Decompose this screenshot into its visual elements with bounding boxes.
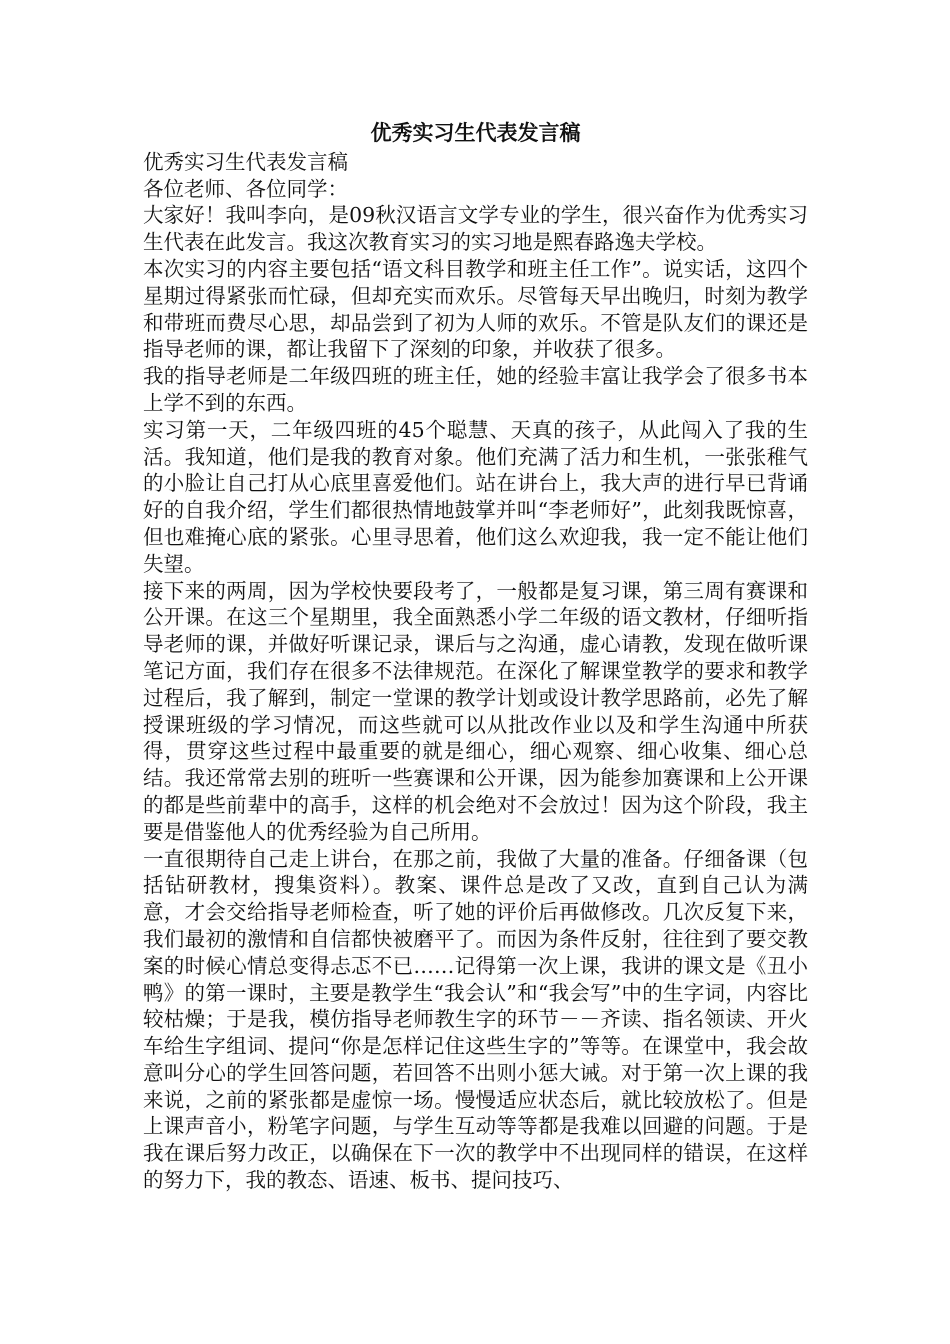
- paragraph-first-lesson: 一直很期待自己走上讲台，在那之前，我做了大量的准备。仔细备课（包括钻研教材，搜集资料）。教案、课件总是改了又改，直到自己认为满意，才会交给指导老师检查，听了她的评价后再做修改。几次反复下来，我们最初的激情和自信都快被磨平了。而因为条件反射，往往到了要交教案的时候心情总变得忐忑不已……记得第一次上课，我讲的课文是《丑小鸭》的第一课时，主要是教学生“我会认”和“我会写”中的生字词，内容比较枯燥；于是我，模仿指导老师教生字的环节－－齐读、指名领读、开火车给生字组词、提问“你是怎样记住这些生字的”等等。在课堂中，我会故意叫分心的学生回答问题，若回答不出则小惩大诫。对于第一次上课的我来说，之前的紧张都是虚惊一场。慢慢适应状态后，就比较放松了。但是上课声音小，粉笔字问题，与学生互动等等都是我难以回避的问题。于是我在课后努力改正，以确保在下一次的教学中不出现同样的错误，在这样的努力下，我的教态、语速、板书、提问技巧、: [143, 846, 808, 1193]
- paragraph-salutation: 各位老师、各位同学：: [143, 176, 348, 201]
- paragraph-first-day: 实习第一天，二年级四班的45个聪慧、天真的孩子，从此闯入了我的生活。我知道，他们是我的教育对象。他们充满了活力和生机，一张张稚气的小脸让自己打从心底里喜爱他们。站在讲台上，我大声的进行早已背诵好的自我介绍，学生们都很热情地鼓掌并叫“李老师好”，此刻我既惊喜，但也难掩心底的紧张。心里寻思着，他们这么欢迎我，我一定不能让他们失望。: [143, 417, 808, 576]
- paragraph-introduction: 大家好！我叫李向，是09秋汉语言文学专业的学生，很兴奋作为优秀实习生代表在此发言。我这次教育实习的实习地是熙春路逸夫学校。: [143, 203, 808, 255]
- paragraph-internship-content: 本次实习的内容主要包括“语文科目教学和班主任工作”。说实话，这四个星期过得紧张而忙碌，但却充实而欢乐。尽管每天早出晚归，时刻为教学和带班而费尽心思，却品尝到了初为人师的欢乐。不管是队友们的课还是指导老师的课，都让我留下了深刻的印象，并收获了很多。: [143, 256, 808, 362]
- document-title: 优秀实习生代表发言稿: [370, 120, 581, 145]
- paragraph-subtitle: 优秀实习生代表发言稿: [143, 149, 348, 174]
- paragraph-supervisor: 我的指导老师是二年级四班的班主任，她的经验丰富让我学会了很多书本上学不到的东西。: [143, 364, 808, 415]
- paragraph-observation-weeks: 接下来的两周，因为学校快要段考了，一般都是复习课，第三周有赛课和公开课。在这三个星期里，我全面熟悉小学二年级的语文教材，仔细听指导老师的课，并做好听课记录，课后与之沟通，虚心请教，发现在做听课笔记方面，我们存在很多不法律规范。在深化了解课堂教学的要求和教学过程后，我了解到，制定一堂课的教学计划或设计教学思路前，必先了解授课班级的学习情况，而这些就可以从批改作业以及和学生沟通中所获得，贯穿这些过程中最重要的就是细心，细心观察、细心收集、细心总结。我还常常去别的班听一些赛课和公开课，因为能参加赛课和上公开课的都是些前辈中的高手，这样的机会绝对不会放过！因为这个阶段，我主要是借鉴他人的优秀经验为自己所用。: [143, 578, 808, 844]
- document-body: [143, 120, 808, 1194]
